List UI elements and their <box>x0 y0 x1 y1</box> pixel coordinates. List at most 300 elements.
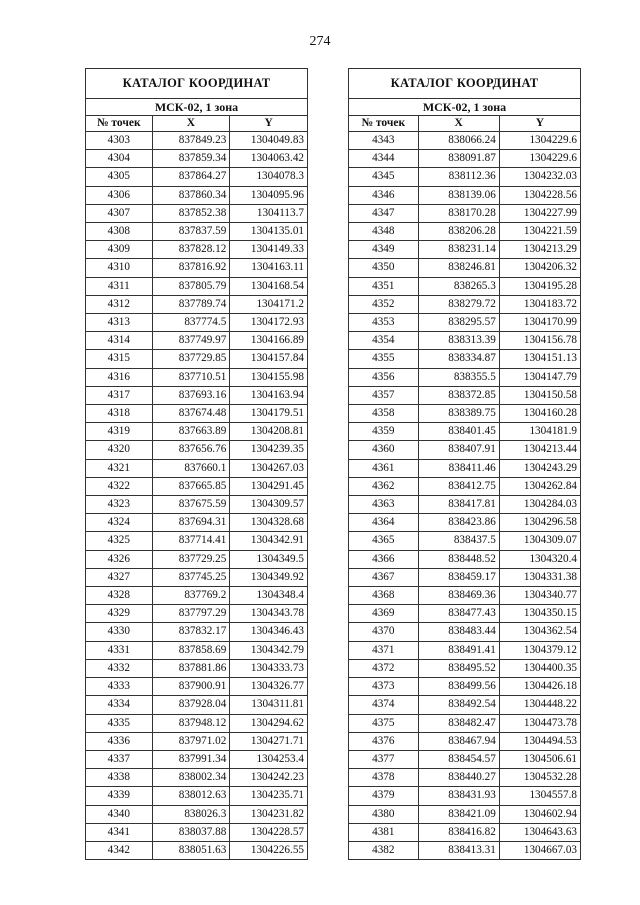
column-header-y: Y <box>499 116 580 132</box>
x-coordinate-cell: 838279.72 <box>418 295 499 313</box>
y-coordinate-cell: 1304232.03 <box>499 168 580 186</box>
point-number-cell: 4322 <box>86 477 153 495</box>
x-coordinate-cell: 838246.81 <box>418 259 499 277</box>
x-coordinate-cell: 837991.34 <box>152 750 230 768</box>
x-coordinate-cell: 838139.06 <box>418 186 499 204</box>
y-coordinate-cell: 1304227.99 <box>499 204 580 222</box>
y-coordinate-cell: 1304557.8 <box>499 787 580 805</box>
x-coordinate-cell: 837710.51 <box>152 368 230 386</box>
y-coordinate-cell: 1304228.57 <box>230 823 308 841</box>
x-coordinate-cell: 838002.34 <box>152 769 230 787</box>
y-coordinate-cell: 1304262.84 <box>499 477 580 495</box>
y-coordinate-cell: 1304320.4 <box>499 550 580 568</box>
y-coordinate-cell: 1304473.78 <box>499 714 580 732</box>
catalog-zone: МСК-02, 1 зона <box>349 99 581 116</box>
x-coordinate-cell: 838026.3 <box>152 805 230 823</box>
y-coordinate-cell: 1304170.99 <box>499 314 580 332</box>
y-coordinate-cell: 1304311.81 <box>230 696 308 714</box>
table-row <box>349 841 581 859</box>
x-coordinate-cell: 837828.12 <box>152 241 230 259</box>
point-number-cell: 4338 <box>86 769 153 787</box>
point-number-cell: 4314 <box>86 332 153 350</box>
table-row <box>349 696 581 714</box>
x-coordinate-cell: 838454.57 <box>418 750 499 768</box>
table-row <box>86 659 308 677</box>
point-number-cell: 4342 <box>86 841 153 859</box>
table-row <box>86 714 308 732</box>
x-coordinate-cell: 837714.41 <box>152 532 230 550</box>
table-row <box>349 732 581 750</box>
table-row <box>86 623 308 641</box>
table-row <box>349 405 581 423</box>
table-row <box>86 241 308 259</box>
point-number-cell: 4370 <box>349 623 419 641</box>
point-number-cell: 4337 <box>86 750 153 768</box>
y-coordinate-cell: 1304213.29 <box>499 241 580 259</box>
table-row <box>86 805 308 823</box>
table-row <box>349 532 581 550</box>
table-row <box>86 514 308 532</box>
point-number-cell: 4312 <box>86 295 153 313</box>
table-row <box>349 769 581 787</box>
x-coordinate-cell: 838431.93 <box>418 787 499 805</box>
y-coordinate-cell: 1304494.53 <box>499 732 580 750</box>
x-coordinate-cell: 838413.31 <box>418 841 499 859</box>
y-coordinate-cell: 1304271.71 <box>230 732 308 750</box>
point-number-cell: 4362 <box>349 477 419 495</box>
y-coordinate-cell: 1304171.2 <box>230 295 308 313</box>
x-coordinate-cell: 837665.85 <box>152 477 230 495</box>
table-row <box>86 841 308 859</box>
y-coordinate-cell: 1304166.89 <box>230 332 308 350</box>
y-coordinate-cell: 1304221.59 <box>499 223 580 241</box>
point-number-cell: 4304 <box>86 150 153 168</box>
point-number-cell: 4359 <box>349 423 419 441</box>
y-coordinate-cell: 1304291.45 <box>230 477 308 495</box>
column-header-x: X <box>152 116 230 132</box>
y-coordinate-cell: 1304243.29 <box>499 459 580 477</box>
x-coordinate-cell: 837805.79 <box>152 277 230 295</box>
table-row <box>349 605 581 623</box>
y-coordinate-cell: 1304147.79 <box>499 368 580 386</box>
x-coordinate-cell: 838407.91 <box>418 441 499 459</box>
x-coordinate-cell: 837774.5 <box>152 314 230 332</box>
point-number-cell: 4380 <box>349 805 419 823</box>
table-row <box>86 568 308 586</box>
table-row <box>86 386 308 404</box>
point-number-cell: 4364 <box>349 514 419 532</box>
point-number-cell: 4326 <box>86 550 153 568</box>
point-number-cell: 4360 <box>349 441 419 459</box>
x-coordinate-cell: 838012.63 <box>152 787 230 805</box>
y-coordinate-cell: 1304231.82 <box>230 805 308 823</box>
y-coordinate-cell: 1304226.55 <box>230 841 308 859</box>
table-row <box>349 459 581 477</box>
x-coordinate-cell: 837852.38 <box>152 204 230 222</box>
table-row <box>349 568 581 586</box>
catalog-zone: МСК-02, 1 зона <box>86 99 308 116</box>
point-number-cell: 4356 <box>349 368 419 386</box>
x-coordinate-cell: 838231.14 <box>418 241 499 259</box>
x-coordinate-cell: 838467.94 <box>418 732 499 750</box>
x-coordinate-cell: 838401.45 <box>418 423 499 441</box>
y-coordinate-cell: 1304155.98 <box>230 368 308 386</box>
point-number-cell: 4325 <box>86 532 153 550</box>
x-coordinate-cell: 838313.39 <box>418 332 499 350</box>
x-coordinate-cell: 837948.12 <box>152 714 230 732</box>
table-row <box>349 787 581 805</box>
point-number-cell: 4331 <box>86 641 153 659</box>
y-coordinate-cell: 1304333.73 <box>230 659 308 677</box>
y-coordinate-cell: 1304532.28 <box>499 769 580 787</box>
point-number-cell: 4346 <box>349 186 419 204</box>
table-row <box>349 714 581 732</box>
x-coordinate-cell: 838416.82 <box>418 823 499 841</box>
table-body <box>349 132 581 860</box>
point-number-cell: 4310 <box>86 259 153 277</box>
table-row <box>349 550 581 568</box>
table-row <box>349 678 581 696</box>
x-coordinate-cell: 838499.56 <box>418 678 499 696</box>
table-row <box>349 423 581 441</box>
x-coordinate-cell: 837675.59 <box>152 496 230 514</box>
y-coordinate-cell: 1304242.23 <box>230 769 308 787</box>
y-coordinate-cell: 1304179.51 <box>230 405 308 423</box>
point-number-cell: 4339 <box>86 787 153 805</box>
y-coordinate-cell: 1304078.3 <box>230 168 308 186</box>
table-row <box>349 386 581 404</box>
table-body <box>86 132 308 860</box>
x-coordinate-cell: 837789.74 <box>152 295 230 313</box>
table-row <box>86 259 308 277</box>
table-row <box>349 259 581 277</box>
x-coordinate-cell: 837694.31 <box>152 514 230 532</box>
x-coordinate-cell: 838372.85 <box>418 386 499 404</box>
y-coordinate-cell: 1304296.58 <box>499 514 580 532</box>
x-coordinate-cell: 838421.09 <box>418 805 499 823</box>
y-coordinate-cell: 1304095.96 <box>230 186 308 204</box>
y-coordinate-cell: 1304342.91 <box>230 532 308 550</box>
table-row <box>86 750 308 768</box>
point-number-cell: 4333 <box>86 678 153 696</box>
table-row <box>86 823 308 841</box>
point-number-cell: 4349 <box>349 241 419 259</box>
table-row <box>86 787 308 805</box>
x-coordinate-cell: 837729.85 <box>152 350 230 368</box>
point-number-cell: 4376 <box>349 732 419 750</box>
column-header-point: № точек <box>86 116 153 132</box>
y-coordinate-cell: 1304239.35 <box>230 441 308 459</box>
y-coordinate-cell: 1304208.81 <box>230 423 308 441</box>
y-coordinate-cell: 1304349.5 <box>230 550 308 568</box>
table-row <box>349 314 581 332</box>
table-row <box>86 550 308 568</box>
point-number-cell: 4305 <box>86 168 153 186</box>
x-coordinate-cell: 837674.48 <box>152 405 230 423</box>
y-coordinate-cell: 1304267.03 <box>230 459 308 477</box>
table-row <box>349 441 581 459</box>
y-coordinate-cell: 1304667.03 <box>499 841 580 859</box>
point-number-cell: 4332 <box>86 659 153 677</box>
y-coordinate-cell: 1304163.11 <box>230 259 308 277</box>
point-number-cell: 4379 <box>349 787 419 805</box>
x-coordinate-cell: 838051.63 <box>152 841 230 859</box>
x-coordinate-cell: 838417.81 <box>418 496 499 514</box>
point-number-cell: 4330 <box>86 623 153 641</box>
table-row <box>86 150 308 168</box>
table-row <box>349 277 581 295</box>
point-number-cell: 4315 <box>86 350 153 368</box>
x-coordinate-cell: 837656.76 <box>152 441 230 459</box>
y-coordinate-cell: 1304229.6 <box>499 132 580 150</box>
table-row <box>86 332 308 350</box>
y-coordinate-cell: 1304135.01 <box>230 223 308 241</box>
y-coordinate-cell: 1304309.07 <box>499 532 580 550</box>
y-coordinate-cell: 1304113.7 <box>230 204 308 222</box>
x-coordinate-cell: 838483.44 <box>418 623 499 641</box>
point-number-cell: 4363 <box>349 496 419 514</box>
table-row <box>86 477 308 495</box>
table-row <box>86 732 308 750</box>
x-coordinate-cell: 838112.36 <box>418 168 499 186</box>
y-coordinate-cell: 1304342.79 <box>230 641 308 659</box>
y-coordinate-cell: 1304350.15 <box>499 605 580 623</box>
table-row <box>349 332 581 350</box>
table-row <box>86 441 308 459</box>
x-coordinate-cell: 838295.57 <box>418 314 499 332</box>
x-coordinate-cell: 837769.2 <box>152 587 230 605</box>
y-coordinate-cell: 1304362.54 <box>499 623 580 641</box>
point-number-cell: 4352 <box>349 295 419 313</box>
point-number-cell: 4358 <box>349 405 419 423</box>
table-row <box>86 132 308 150</box>
point-number-cell: 4354 <box>349 332 419 350</box>
x-coordinate-cell: 838469.36 <box>418 587 499 605</box>
catalog-title: КАТАЛОГ КООРДИНАТ <box>349 69 581 99</box>
point-number-cell: 4321 <box>86 459 153 477</box>
y-coordinate-cell: 1304331.38 <box>499 568 580 586</box>
column-header-y: Y <box>230 116 308 132</box>
point-number-cell: 4345 <box>349 168 419 186</box>
table-row <box>86 277 308 295</box>
point-number-cell: 4365 <box>349 532 419 550</box>
y-coordinate-cell: 1304228.56 <box>499 186 580 204</box>
table-row <box>349 496 581 514</box>
x-coordinate-cell: 838477.43 <box>418 605 499 623</box>
y-coordinate-cell: 1304348.4 <box>230 587 308 605</box>
y-coordinate-cell: 1304235.71 <box>230 787 308 805</box>
x-coordinate-cell: 837729.25 <box>152 550 230 568</box>
column-header-x: X <box>418 116 499 132</box>
x-coordinate-cell: 837860.34 <box>152 186 230 204</box>
x-coordinate-cell: 838412.75 <box>418 477 499 495</box>
y-coordinate-cell: 1304309.57 <box>230 496 308 514</box>
point-number-cell: 4369 <box>349 605 419 623</box>
y-coordinate-cell: 1304346.43 <box>230 623 308 641</box>
x-coordinate-cell: 838448.52 <box>418 550 499 568</box>
point-number-cell: 4377 <box>349 750 419 768</box>
y-coordinate-cell: 1304149.33 <box>230 241 308 259</box>
y-coordinate-cell: 1304284.03 <box>499 496 580 514</box>
table-row <box>86 405 308 423</box>
table-row <box>86 295 308 313</box>
y-coordinate-cell: 1304049.83 <box>230 132 308 150</box>
point-number-cell: 4350 <box>349 259 419 277</box>
y-coordinate-cell: 1304195.28 <box>499 277 580 295</box>
point-number-cell: 4318 <box>86 405 153 423</box>
x-coordinate-cell: 838389.75 <box>418 405 499 423</box>
table-row <box>349 295 581 313</box>
point-number-cell: 4373 <box>349 678 419 696</box>
x-coordinate-cell: 837797.29 <box>152 605 230 623</box>
x-coordinate-cell: 838492.54 <box>418 696 499 714</box>
y-coordinate-cell: 1304163.94 <box>230 386 308 404</box>
table-row <box>86 350 308 368</box>
point-number-cell: 4381 <box>349 823 419 841</box>
table-row <box>86 532 308 550</box>
point-number-cell: 4313 <box>86 314 153 332</box>
point-number-cell: 4323 <box>86 496 153 514</box>
x-coordinate-cell: 837881.86 <box>152 659 230 677</box>
point-number-cell: 4303 <box>86 132 153 150</box>
table-row <box>349 477 581 495</box>
y-coordinate-cell: 1304426.18 <box>499 678 580 696</box>
table-row <box>86 587 308 605</box>
x-coordinate-cell: 837849.23 <box>152 132 230 150</box>
table-row <box>349 623 581 641</box>
point-number-cell: 4341 <box>86 823 153 841</box>
point-number-cell: 4355 <box>349 350 419 368</box>
table-row <box>349 587 581 605</box>
y-coordinate-cell: 1304294.62 <box>230 714 308 732</box>
y-coordinate-cell: 1304063.42 <box>230 150 308 168</box>
table-row <box>349 168 581 186</box>
point-number-cell: 4316 <box>86 368 153 386</box>
catalog-title: КАТАЛОГ КООРДИНАТ <box>86 69 308 99</box>
table-row <box>86 696 308 714</box>
x-coordinate-cell: 837864.27 <box>152 168 230 186</box>
table-row <box>349 223 581 241</box>
page-number: 274 <box>309 34 331 49</box>
x-coordinate-cell: 838334.87 <box>418 350 499 368</box>
table-row <box>86 314 308 332</box>
x-coordinate-cell: 838091.87 <box>418 150 499 168</box>
x-coordinate-cell: 837749.97 <box>152 332 230 350</box>
point-number-cell: 4378 <box>349 769 419 787</box>
point-number-cell: 4375 <box>349 714 419 732</box>
table-row <box>86 223 308 241</box>
table-row <box>86 186 308 204</box>
table-row <box>86 368 308 386</box>
point-number-cell: 4308 <box>86 223 153 241</box>
point-number-cell: 4353 <box>349 314 419 332</box>
table-row <box>86 496 308 514</box>
table-row <box>349 659 581 677</box>
y-coordinate-cell: 1304326.77 <box>230 678 308 696</box>
point-number-cell: 4357 <box>349 386 419 404</box>
table-row <box>349 204 581 222</box>
table-row <box>349 805 581 823</box>
table-row <box>86 459 308 477</box>
x-coordinate-cell: 837858.69 <box>152 641 230 659</box>
point-number-cell: 4319 <box>86 423 153 441</box>
point-number-cell: 4348 <box>349 223 419 241</box>
x-coordinate-cell: 837832.17 <box>152 623 230 641</box>
point-number-cell: 4307 <box>86 204 153 222</box>
y-coordinate-cell: 1304168.54 <box>230 277 308 295</box>
point-number-cell: 4317 <box>86 386 153 404</box>
x-coordinate-cell: 837816.92 <box>152 259 230 277</box>
x-coordinate-cell: 837837.59 <box>152 223 230 241</box>
y-coordinate-cell: 1304229.6 <box>499 150 580 168</box>
table-row <box>349 241 581 259</box>
y-coordinate-cell: 1304172.93 <box>230 314 308 332</box>
point-number-cell: 4344 <box>349 150 419 168</box>
coordinate-catalog-table-right <box>348 68 581 860</box>
y-coordinate-cell: 1304157.84 <box>230 350 308 368</box>
x-coordinate-cell: 837900.91 <box>152 678 230 696</box>
y-coordinate-cell: 1304181.9 <box>499 423 580 441</box>
table-row <box>349 823 581 841</box>
y-coordinate-cell: 1304253.4 <box>230 750 308 768</box>
table-row <box>86 641 308 659</box>
point-number-cell: 4374 <box>349 696 419 714</box>
table-row <box>349 750 581 768</box>
point-number-cell: 4327 <box>86 568 153 586</box>
table-row <box>86 204 308 222</box>
y-coordinate-cell: 1304160.28 <box>499 405 580 423</box>
table-row <box>349 641 581 659</box>
point-number-cell: 4329 <box>86 605 153 623</box>
point-number-cell: 4382 <box>349 841 419 859</box>
table-row <box>349 132 581 150</box>
point-number-cell: 4306 <box>86 186 153 204</box>
x-coordinate-cell: 837928.04 <box>152 696 230 714</box>
x-coordinate-cell: 838437.5 <box>418 532 499 550</box>
x-coordinate-cell: 837663.89 <box>152 423 230 441</box>
x-coordinate-cell: 838482.47 <box>418 714 499 732</box>
point-number-cell: 4335 <box>86 714 153 732</box>
point-number-cell: 4347 <box>349 204 419 222</box>
x-coordinate-cell: 838491.41 <box>418 641 499 659</box>
point-number-cell: 4361 <box>349 459 419 477</box>
y-coordinate-cell: 1304506.61 <box>499 750 580 768</box>
point-number-cell: 4328 <box>86 587 153 605</box>
point-number-cell: 4372 <box>349 659 419 677</box>
x-coordinate-cell: 838265.3 <box>418 277 499 295</box>
x-coordinate-cell: 838495.52 <box>418 659 499 677</box>
coordinate-catalog-table-left <box>85 68 308 860</box>
point-number-cell: 4324 <box>86 514 153 532</box>
x-coordinate-cell: 838170.28 <box>418 204 499 222</box>
x-coordinate-cell: 837660.1 <box>152 459 230 477</box>
column-header-point: № точек <box>349 116 419 132</box>
x-coordinate-cell: 837859.34 <box>152 150 230 168</box>
point-number-cell: 4311 <box>86 277 153 295</box>
y-coordinate-cell: 1304379.12 <box>499 641 580 659</box>
point-number-cell: 4368 <box>349 587 419 605</box>
y-coordinate-cell: 1304183.72 <box>499 295 580 313</box>
point-number-cell: 4336 <box>86 732 153 750</box>
point-number-cell: 4351 <box>349 277 419 295</box>
point-number-cell: 4320 <box>86 441 153 459</box>
table-row <box>86 168 308 186</box>
point-number-cell: 4309 <box>86 241 153 259</box>
y-coordinate-cell: 1304448.22 <box>499 696 580 714</box>
table-row <box>86 605 308 623</box>
x-coordinate-cell: 838037.88 <box>152 823 230 841</box>
table-row <box>349 186 581 204</box>
